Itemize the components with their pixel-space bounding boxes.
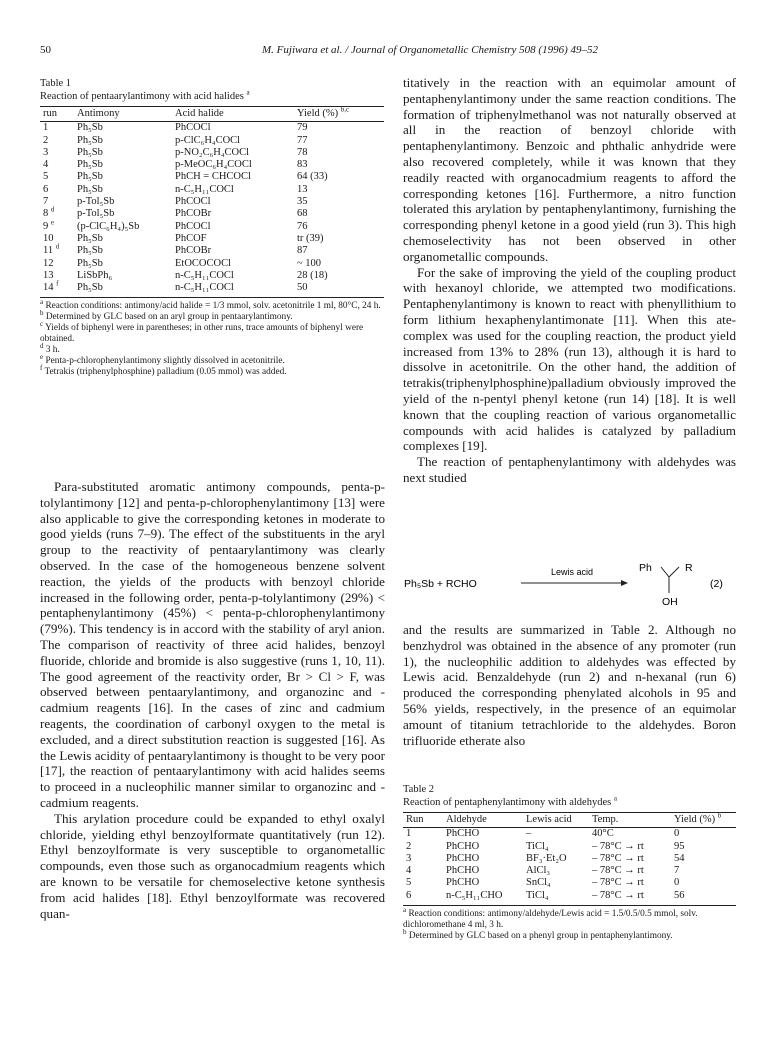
- col-header-yield: Yield (%) $^b$: [674, 811, 722, 825]
- reaction-arrowhead: [621, 580, 628, 586]
- equation-number: (2): [710, 578, 723, 590]
- acid-halide-cell: p-NO₂C₆H₄COCl: [175, 146, 249, 158]
- temp-cell: 40°C: [592, 828, 614, 840]
- yield-cell: 95: [674, 840, 685, 852]
- yield-cell: ~ 100: [297, 257, 322, 269]
- table-1: [40, 77, 384, 378]
- acid-halide-cell: PhCH = CHCOCl: [175, 171, 251, 183]
- table-footnote: $^f$ Tetrakis (triphenylphosphine) palladium (0.05 mmol) was added.: [40, 364, 287, 378]
- run-cell: 5: [406, 877, 412, 889]
- footnote-mark: e: [50, 218, 54, 227]
- table-row: [403, 865, 736, 877]
- yield-cell: 76: [297, 220, 308, 232]
- run-cell: 7: [43, 196, 49, 208]
- yield-cell: tr (39): [297, 232, 324, 244]
- left-column-text: [40, 479, 385, 921]
- reaction-scheme: [403, 553, 736, 611]
- table-row: [40, 147, 384, 159]
- table-1-grid: [40, 106, 384, 298]
- temp-cell: – 78°C → rt: [592, 877, 644, 889]
- yield-cell: 77: [297, 134, 308, 146]
- reaction-scheme-graphic: [403, 553, 736, 611]
- acid-halide-cell: PhCOCl: [175, 122, 211, 134]
- run-cell: 12: [43, 257, 54, 269]
- table-row: [40, 159, 384, 171]
- col-header-antimony: Antimony: [77, 108, 120, 119]
- table-footnote: $^a$ Reaction conditions: antimony/acid halide = 1/3 mmol, solv. acetonitrile 1 ml, 80°C, 24 h.: [40, 298, 381, 312]
- yield-cell: 54: [674, 852, 685, 864]
- table-row: [40, 245, 384, 257]
- running-header: M. Fujiwara et al. / Journal of Organometallic Chemistry 508 (1996) 49–52: [262, 44, 598, 56]
- lewis-acid-cell: BF₃·Et₂O: [526, 852, 567, 864]
- lewis-acid-cell: TiCl₄: [526, 840, 549, 852]
- table-row: [40, 282, 384, 298]
- table-row: [40, 258, 384, 270]
- acid-halide-cell: PhCOF: [175, 232, 207, 244]
- antimony-cell: Ph₅Sb: [77, 257, 103, 269]
- run-cell: 13: [43, 269, 54, 281]
- table-2: [403, 783, 736, 942]
- antimony-cell: Ph₅Sb: [77, 122, 103, 134]
- paragraph: titatively in the reaction with an equimolar amount of pentaphenylantimony under the same reaction conditions. The formation of triphenylmethanol was not naturally observed at all in the reaction of benzoyl chloride with pentaphenylantimony. Benzoic and phthalic anhydride were also recovered completely, while it was known that they readily reacted with organocadmium reagents to afford the corresponding ketones [16]. Furthermore, a nitro function tolerated this arylation by pentaphenylantimony, furnishing the corresponding phenyl ketone in a good yield (run 3). This high chemoselectivity has not been observed in other organometallic compounds.: [403, 75, 736, 264]
- aldehyde-cell: PhCHO: [446, 852, 480, 864]
- table-2-label: Table 2: [403, 784, 435, 795]
- yield-cell: 83: [297, 159, 308, 171]
- footnote-mark: d: [50, 205, 55, 214]
- table-row: [40, 270, 384, 282]
- run-cell: 2: [43, 134, 49, 146]
- table-2-caption: Reaction of pentaphenylantimony with aldehydes $^a$: [403, 794, 617, 808]
- acid-halide-cell: PhCOCl: [175, 196, 211, 208]
- run-cell: 6: [43, 183, 49, 195]
- antimony-cell: Ph₅Sb: [77, 171, 103, 183]
- table-row: [40, 171, 384, 183]
- paragraph: Para-substituted aromatic antimony compounds, penta-p-tolylantimony [12] and penta-p-chlorophenylantimony [13] were also applicable to give the corresponding ketones in moderate to good yields (runs 7–9). The effect of the substituents in the aryl group to the reactivity of pentaarylantimony was clearly observed. In the case of the homogeneous benzene solvent reaction, the yields of the products with benzoyl chloride increased in the following order, penta-p-tolylantimony (29%) < pentaphenylantimony (45%) < penta-p-chlorophenylantimony (79%). This tendency is in accord with the stability of aryl anion. The comparison of reactivity of three acid halides, benzoyl fluoride, chloride and bromide is also suggestive (runs 1, 10, 11). The good agreement of the reactivity order, Br > Cl > F, was observed between pentaarylantimony, and organozinc and -cadmium reagents [16]. In the cases of zinc and cadmium reagents, the coordination of carbonyl oxygen to the metal is excluded, and a direct substitution reaction is suggested [16]. As the Lewis acidity of pentaarylantimony is thought to be very poor [17], the reaction of pentaarylantimony with acid halides seems to proceed in a nucleophilic manner similar to organozinc and -cadmium reagents.: [40, 479, 385, 810]
- page-number: 50: [40, 44, 51, 56]
- table-footnote: $^e$ Penta-p-chlorophenylantimony slightly dissolved in acetonitrile.: [40, 353, 285, 367]
- table-1-caption: Reaction of pentaarylantimony with acid halides $^a$: [40, 88, 250, 102]
- run-cell: 1: [43, 122, 49, 134]
- col-header-lewis-acid: Lewis acid: [526, 814, 572, 825]
- yield-cell: 78: [297, 146, 308, 158]
- table-1-footnotes: [40, 298, 384, 378]
- acid-halide-cell: PhCOBr: [175, 245, 212, 257]
- yield-cell: 13: [297, 183, 308, 195]
- run-cell: 4: [43, 159, 49, 171]
- aldehyde-cell: PhCHO: [446, 828, 480, 840]
- table-footnote: $^b$ Determined by GLC based on an aryl group in pentaarylantimony.: [40, 309, 293, 323]
- col-header-run: run: [43, 108, 57, 119]
- table-row: [403, 841, 736, 853]
- yield-cell: 35: [297, 196, 308, 208]
- yield-cell: 28 (18): [297, 269, 328, 281]
- col-header-yield: Yield (%) $^{b,c}$: [297, 105, 350, 119]
- aldehyde-cell: PhCHO: [446, 865, 480, 877]
- table-row: [40, 208, 384, 220]
- yield-cell: 0: [674, 877, 680, 889]
- acid-halide-cell: PhCOCl: [175, 220, 211, 232]
- scheme-catalyst: Lewis acid: [551, 567, 594, 577]
- yield-cell: 87: [297, 245, 308, 257]
- table-row: [40, 122, 384, 135]
- antimony-cell: (p-ClC₆H₄)₅Sb: [77, 220, 140, 232]
- acid-halide-cell: p-MeOC₆H₄COCl: [175, 159, 252, 171]
- acid-halide-cell: n-C₅H₁₁COCl: [175, 282, 234, 294]
- aldehyde-cell: PhCHO: [446, 877, 480, 889]
- table-2-header-row: [403, 813, 736, 828]
- yield-cell: 50: [297, 282, 308, 294]
- run-cell: 3: [406, 852, 412, 864]
- table-footnote: $^d$ 3 h.: [40, 342, 60, 356]
- run-cell: 1: [406, 828, 412, 840]
- acid-halide-cell: p-ClC₆H₄COCl: [175, 134, 241, 146]
- lewis-acid-cell: TiCl₄: [526, 889, 549, 901]
- table-row: [40, 135, 384, 147]
- aldehyde-cell: n-C₅H₁₁CHO: [446, 889, 503, 901]
- product-r-label: R: [685, 562, 693, 574]
- yield-cell: 56: [674, 889, 685, 901]
- col-header-aldehyde: Aldehyde: [446, 814, 487, 825]
- yield-cell: 68: [297, 208, 308, 220]
- run-cell: 5: [43, 171, 49, 183]
- temp-cell: – 78°C → rt: [592, 852, 644, 864]
- lewis-acid-cell: SnCl₄: [526, 877, 551, 889]
- table-row: [403, 890, 736, 906]
- antimony-cell: Ph₅Sb: [77, 282, 103, 294]
- table-row: [40, 196, 384, 208]
- aldehyde-cell: PhCHO: [446, 840, 480, 852]
- temp-cell: – 78°C → rt: [592, 840, 644, 852]
- run-cell: 8 $^d$: [43, 205, 55, 220]
- table-2-footnotes: [403, 905, 736, 942]
- table-footnote: $^c$ Yields of biphenyl were in parentheses; in other runs, trace amounts of biphenyl were obtained.: [40, 320, 364, 345]
- paragraph: The reaction of pentaphenylantimony with aldehydes was next studied: [403, 454, 736, 485]
- run-cell: 10: [43, 232, 54, 244]
- acid-halide-cell: n-C₅H₁₁COCl: [175, 183, 234, 195]
- antimony-cell: Ph₅Sb: [77, 134, 103, 146]
- table-row: [40, 221, 384, 233]
- right-column-text: [403, 75, 736, 486]
- antimony-cell: Ph₅Sb: [77, 183, 103, 195]
- table-footnote: $^a$ Reaction conditions: antimony/aldehyde/Lewis acid = 1.5/0.5/0.5 mmol, solv. dichloromethane 4 ml, 3 h.: [403, 905, 698, 931]
- table-row: [403, 853, 736, 865]
- antimony-cell: LiSbPh₆: [77, 269, 113, 281]
- acid-halide-cell: EtOCOCOCl: [175, 257, 232, 269]
- col-header-acid-halide: Acid halide: [175, 108, 224, 119]
- scheme-reactants: Ph₅Sb + RCHO: [404, 578, 477, 590]
- paragraph: For the sake of improving the yield of the coupling product with hexanoyl chloride, we attempted two modifications. Pentaphenylantimony is known to react with phenyllithium to form lithium hexaphenylantimonate [11]. When this ate-complex was used for the coupling reaction, the product yield increased from 13% to 28% (run 13), although it is hard to dissolve in acetonitrile. On the other hand, the addition of tetrakis(triphenylphosphine)palladium obviously improved the yield of the n-pentyl phenyl ketone (run 14) [18]. It is well known that the coupling reaction of various organometallic compounds with acid halides is catalyzed by palladium complexes [19].: [403, 264, 736, 454]
- table-2-grid: [403, 812, 736, 906]
- antimony-cell: Ph₅Sb: [77, 146, 103, 158]
- col-header-run: Run: [406, 814, 424, 825]
- yield-cell: 64 (33): [297, 171, 328, 183]
- paragraph: and the results are summarized in Table 2. Although no benzhydrol was obtained in the absence of any promoter (run 1), the nucleophilic addition to aldehydes was effected by Lewis acid. Benzaldehyde (run 2) and n-hexanal (run 6) produced the corresponding phenylated alcohols in 95 and 56% yields, respectively, in the presence of an equimolar amount of titanium tetrachloride to the aldehydes. Boron trifluoride etherate also: [403, 622, 736, 748]
- acid-halide-cell: PhCOBr: [175, 208, 212, 220]
- product-bonds: [661, 567, 679, 577]
- right-column-text-2: [403, 622, 736, 748]
- antimony-cell: Ph₅Sb: [77, 245, 103, 257]
- run-cell: 3: [43, 146, 49, 158]
- footnote-mark: d: [55, 242, 60, 251]
- run-cell: 6: [406, 889, 412, 901]
- footnote-mark: f: [56, 279, 59, 288]
- lewis-acid-cell: AlCl₃: [526, 865, 551, 877]
- temp-cell: – 78°C → rt: [592, 889, 644, 901]
- table-row: [403, 828, 736, 841]
- table-1-label: Table 1: [40, 78, 72, 89]
- product-ph-label: Ph: [639, 562, 652, 574]
- table-row: [40, 233, 384, 245]
- table-footnote: $^b$ Determined by GLC based on a phenyl group in pentaphenylantimony.: [403, 927, 673, 942]
- lewis-acid-cell: –: [526, 828, 532, 840]
- acid-halide-cell: n-C₅H₁₁COCl: [175, 269, 234, 281]
- run-cell: 2: [406, 840, 412, 852]
- run-cell: 11 $^d$: [43, 242, 60, 257]
- col-header-temp: Temp.: [592, 814, 619, 825]
- temp-cell: – 78°C → rt: [592, 865, 644, 877]
- yield-cell: 79: [297, 122, 308, 134]
- antimony-cell: p-Tol₅Sb: [77, 208, 115, 220]
- run-cell: 14 $^f$: [43, 279, 59, 294]
- yield-cell: 7: [674, 865, 680, 877]
- table-row: [40, 184, 384, 196]
- run-cell: 9 $^e$: [43, 218, 54, 232]
- antimony-cell: Ph₅Sb: [77, 232, 103, 244]
- paragraph: This arylation procedure could be expanded to ethyl oxalyl chloride, yielding ethyl benzoylformate quantitatively (run 12). Ethyl benzoylformate is very susceptible to organometallic compounds, even those such as organocadmium reagents which are known to be versatile for chemoselective ketone synthesis from acid halides [18]. Ethyl benzoylformate was recovered quan-: [40, 810, 385, 921]
- table-row: [403, 877, 736, 889]
- antimony-cell: p-Tol₅Sb: [77, 196, 115, 208]
- antimony-cell: Ph₅Sb: [77, 159, 103, 171]
- table-1-header-row: [40, 107, 384, 122]
- yield-cell: 0: [674, 828, 680, 840]
- product-oh-label: OH: [662, 596, 678, 608]
- run-cell: 4: [406, 865, 412, 877]
